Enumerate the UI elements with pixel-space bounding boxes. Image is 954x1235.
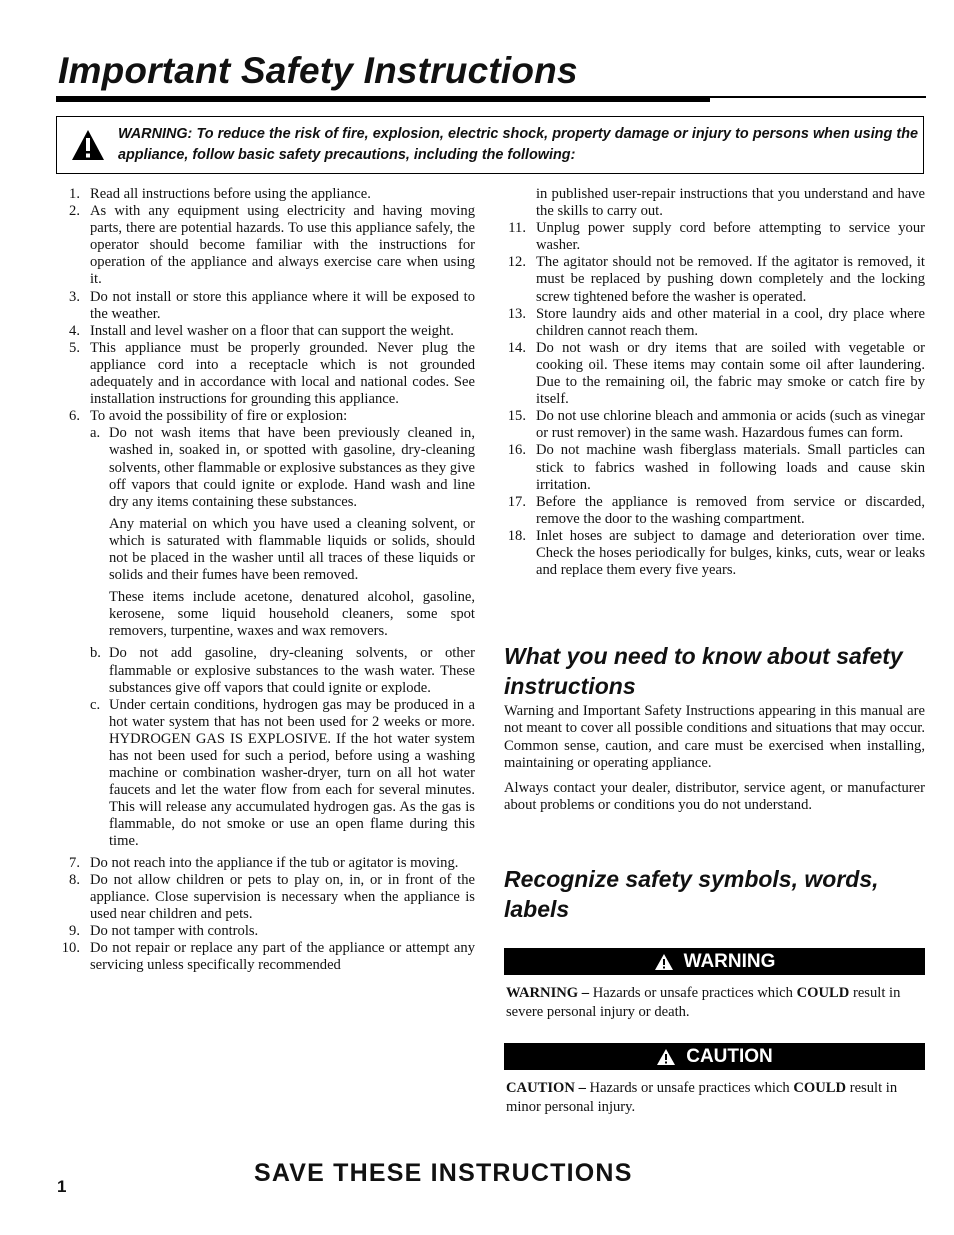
list-item: 8. Do not allow children or pets to play on, in, or in front of the appliance. Close supervision is necessary when the appliance is used near children and pets. bbox=[69, 871, 475, 922]
list-item: 12. The agitator should not be removed. If the agitator is removed, it must be replaced by pushing down completely and the locking screw tightened before the washer is operated. bbox=[507, 254, 925, 305]
list-item: 6. To avoid the possibility of fire or explosion: bbox=[69, 408, 348, 425]
section-heading: What you need to know about safety instructions bbox=[504, 643, 903, 699]
warning-banner bbox=[504, 948, 925, 975]
list-item: 2. As with any equipment using electricity and having moving parts, there are potential hazards. To use this appliance safely, the operator should become familiar with the instructions for operation of the appliance and always exercise care when using it. bbox=[69, 203, 475, 288]
list-item: 18. Inlet hoses are subject to damage and deterioration over time. Check the hoses periodically for bulges, kinks, cuts, wear or leaks and replace them every five years. bbox=[507, 527, 925, 579]
page-title: Important Safety Instructions bbox=[58, 50, 578, 91]
list-item: 17. Before the appliance is removed from service or discarded, remove the door to the washing compartment. bbox=[507, 493, 925, 527]
caution-banner-label: CAUTION bbox=[686, 1045, 773, 1067]
save-instructions-footer: SAVE THESE INSTRUCTIONS bbox=[254, 1159, 633, 1187]
warning-banner-label: WARNING bbox=[683, 950, 776, 972]
list-subitem-paragraph: Any material on which you have used a cleaning solvent, or which is saturated with flammable liquids or solids, should not be placed in the washer until all traces of these liquids or solids and their fumes have been removed. bbox=[109, 515, 475, 584]
list-subitem-paragraph: These items include acetone, denatured alcohol, gasoline, kerosene, some liquid household cleaners, some spot removers, turpentine, waxes and wax removers. bbox=[109, 589, 475, 640]
warning-triangle-icon bbox=[654, 953, 674, 971]
list-item: 14. Do not wash or dry items that are soiled with vegetable or cooking oil. These items may contain some oil after laundering. Due to the remaining oil, the fabric may smoke or catch fire by itself. bbox=[507, 339, 925, 408]
list-subitem: b. Do not add gasoline, dry-cleaning solvents, or other flammable or explosive substances to the wash water. These substances give off vapors that could ignite or explode. bbox=[90, 645, 475, 696]
warning-triangle-icon bbox=[656, 1048, 676, 1066]
warning-box-text bbox=[118, 124, 918, 166]
list-item: 5. This appliance must be properly grounded. Never plug the appliance cord into a receptacle which is not grounded adequately and in accordance with local and national codes. See installation instructions for grounding this appliance. bbox=[69, 339, 475, 408]
warning-triangle-icon bbox=[71, 129, 105, 161]
list-item: 7. Do not reach into the appliance if the tub or agitator is moving. bbox=[69, 854, 459, 871]
section-paragraph: Always contact your dealer, distributor, service agent, or manufacturer about problems or conditions you do not understand. bbox=[504, 779, 925, 814]
caution-banner bbox=[504, 1043, 925, 1070]
list-subitem: a. Do not wash items that have been previously cleaned in, washed in, soaked in, or spotted with gasoline, dry-cleaning solvents, other flammable or explosive substances as they give off vapors that could ignite or explode. Hand wash and line dry any items containing these substances. bbox=[90, 425, 475, 510]
section-symbols bbox=[504, 864, 925, 924]
page-number: 1 bbox=[57, 1177, 67, 1196]
warning-box-body: To reduce the risk of fire, explosion, electric shock, property damage or injury to persons when using the appliance, follow basic safety precautions, including the following: bbox=[118, 126, 918, 163]
warning-box-label: WARNING: bbox=[118, 126, 193, 142]
title-rule-thick bbox=[56, 96, 710, 102]
right-column bbox=[504, 186, 925, 579]
section-know bbox=[504, 641, 925, 814]
list-item: 16. Do not machine wash fiberglass materials. Small particles can stick to fabrics washed in following loads and cause skin irritation. bbox=[507, 442, 925, 493]
warning-box bbox=[56, 116, 924, 174]
section-paragraph: Warning and Important Safety Instructions appearing in this manual are not meant to cover all possible conditions and situations that may occur. Common sense, caution, and care must be exercised when installing, maintaining or operating appliance. bbox=[504, 703, 925, 772]
list-item: 10. Do not repair or replace any part of the appliance or attempt any servicing unless specifically recommended bbox=[61, 940, 475, 974]
list-item-continued: in published user-repair instructions that you understand and have the skills to carry out. bbox=[536, 186, 925, 220]
caution-definition: CAUTION – Hazards or unsafe practices which COULD result in minor personal injury. bbox=[506, 1080, 898, 1115]
warning-definition: WARNING – Hazards or unsafe practices which COULD result in severe personal injury or death. bbox=[506, 985, 901, 1020]
list-subitem: c. Under certain conditions, hydrogen gas may be produced in a hot water system that has not been used for 2 weeks or more. HYDROGEN GAS IS EXPLOSIVE. If the hot water system has not been used for such a period, before using a washing machine or combination washer-dryer, turn on all hot water faucets and let the water flow from each for several minutes. This will release any accumulated hydrogen gas. As the gas is flammable, do not smoke or use an open flame during this time. bbox=[90, 696, 475, 850]
left-column bbox=[58, 186, 475, 974]
title-rule-thin bbox=[710, 96, 926, 98]
list-item: 3. Do not install or store this appliance where it will be exposed to the weather. bbox=[69, 288, 475, 322]
list-item: 9. Do not tamper with controls. bbox=[69, 922, 259, 939]
section-heading: Recognize safety symbols, words, labels bbox=[504, 866, 879, 922]
list-item: 13. Store laundry aids and other material in a cool, dry place where children cannot reach them. bbox=[507, 305, 925, 339]
list-item: 15. Do not use chlorine bleach and ammonia or acids (such as vinegar or rust remover) in the same wash. Hazardous fumes can form. bbox=[507, 408, 925, 442]
list-item: 1. Read all instructions before using the appliance. bbox=[69, 186, 371, 202]
list-item: 11. Unplug power supply cord before attempting to service your washer. bbox=[508, 220, 925, 254]
list-item: 4. Install and level washer on a floor that can support the weight. bbox=[69, 322, 454, 339]
